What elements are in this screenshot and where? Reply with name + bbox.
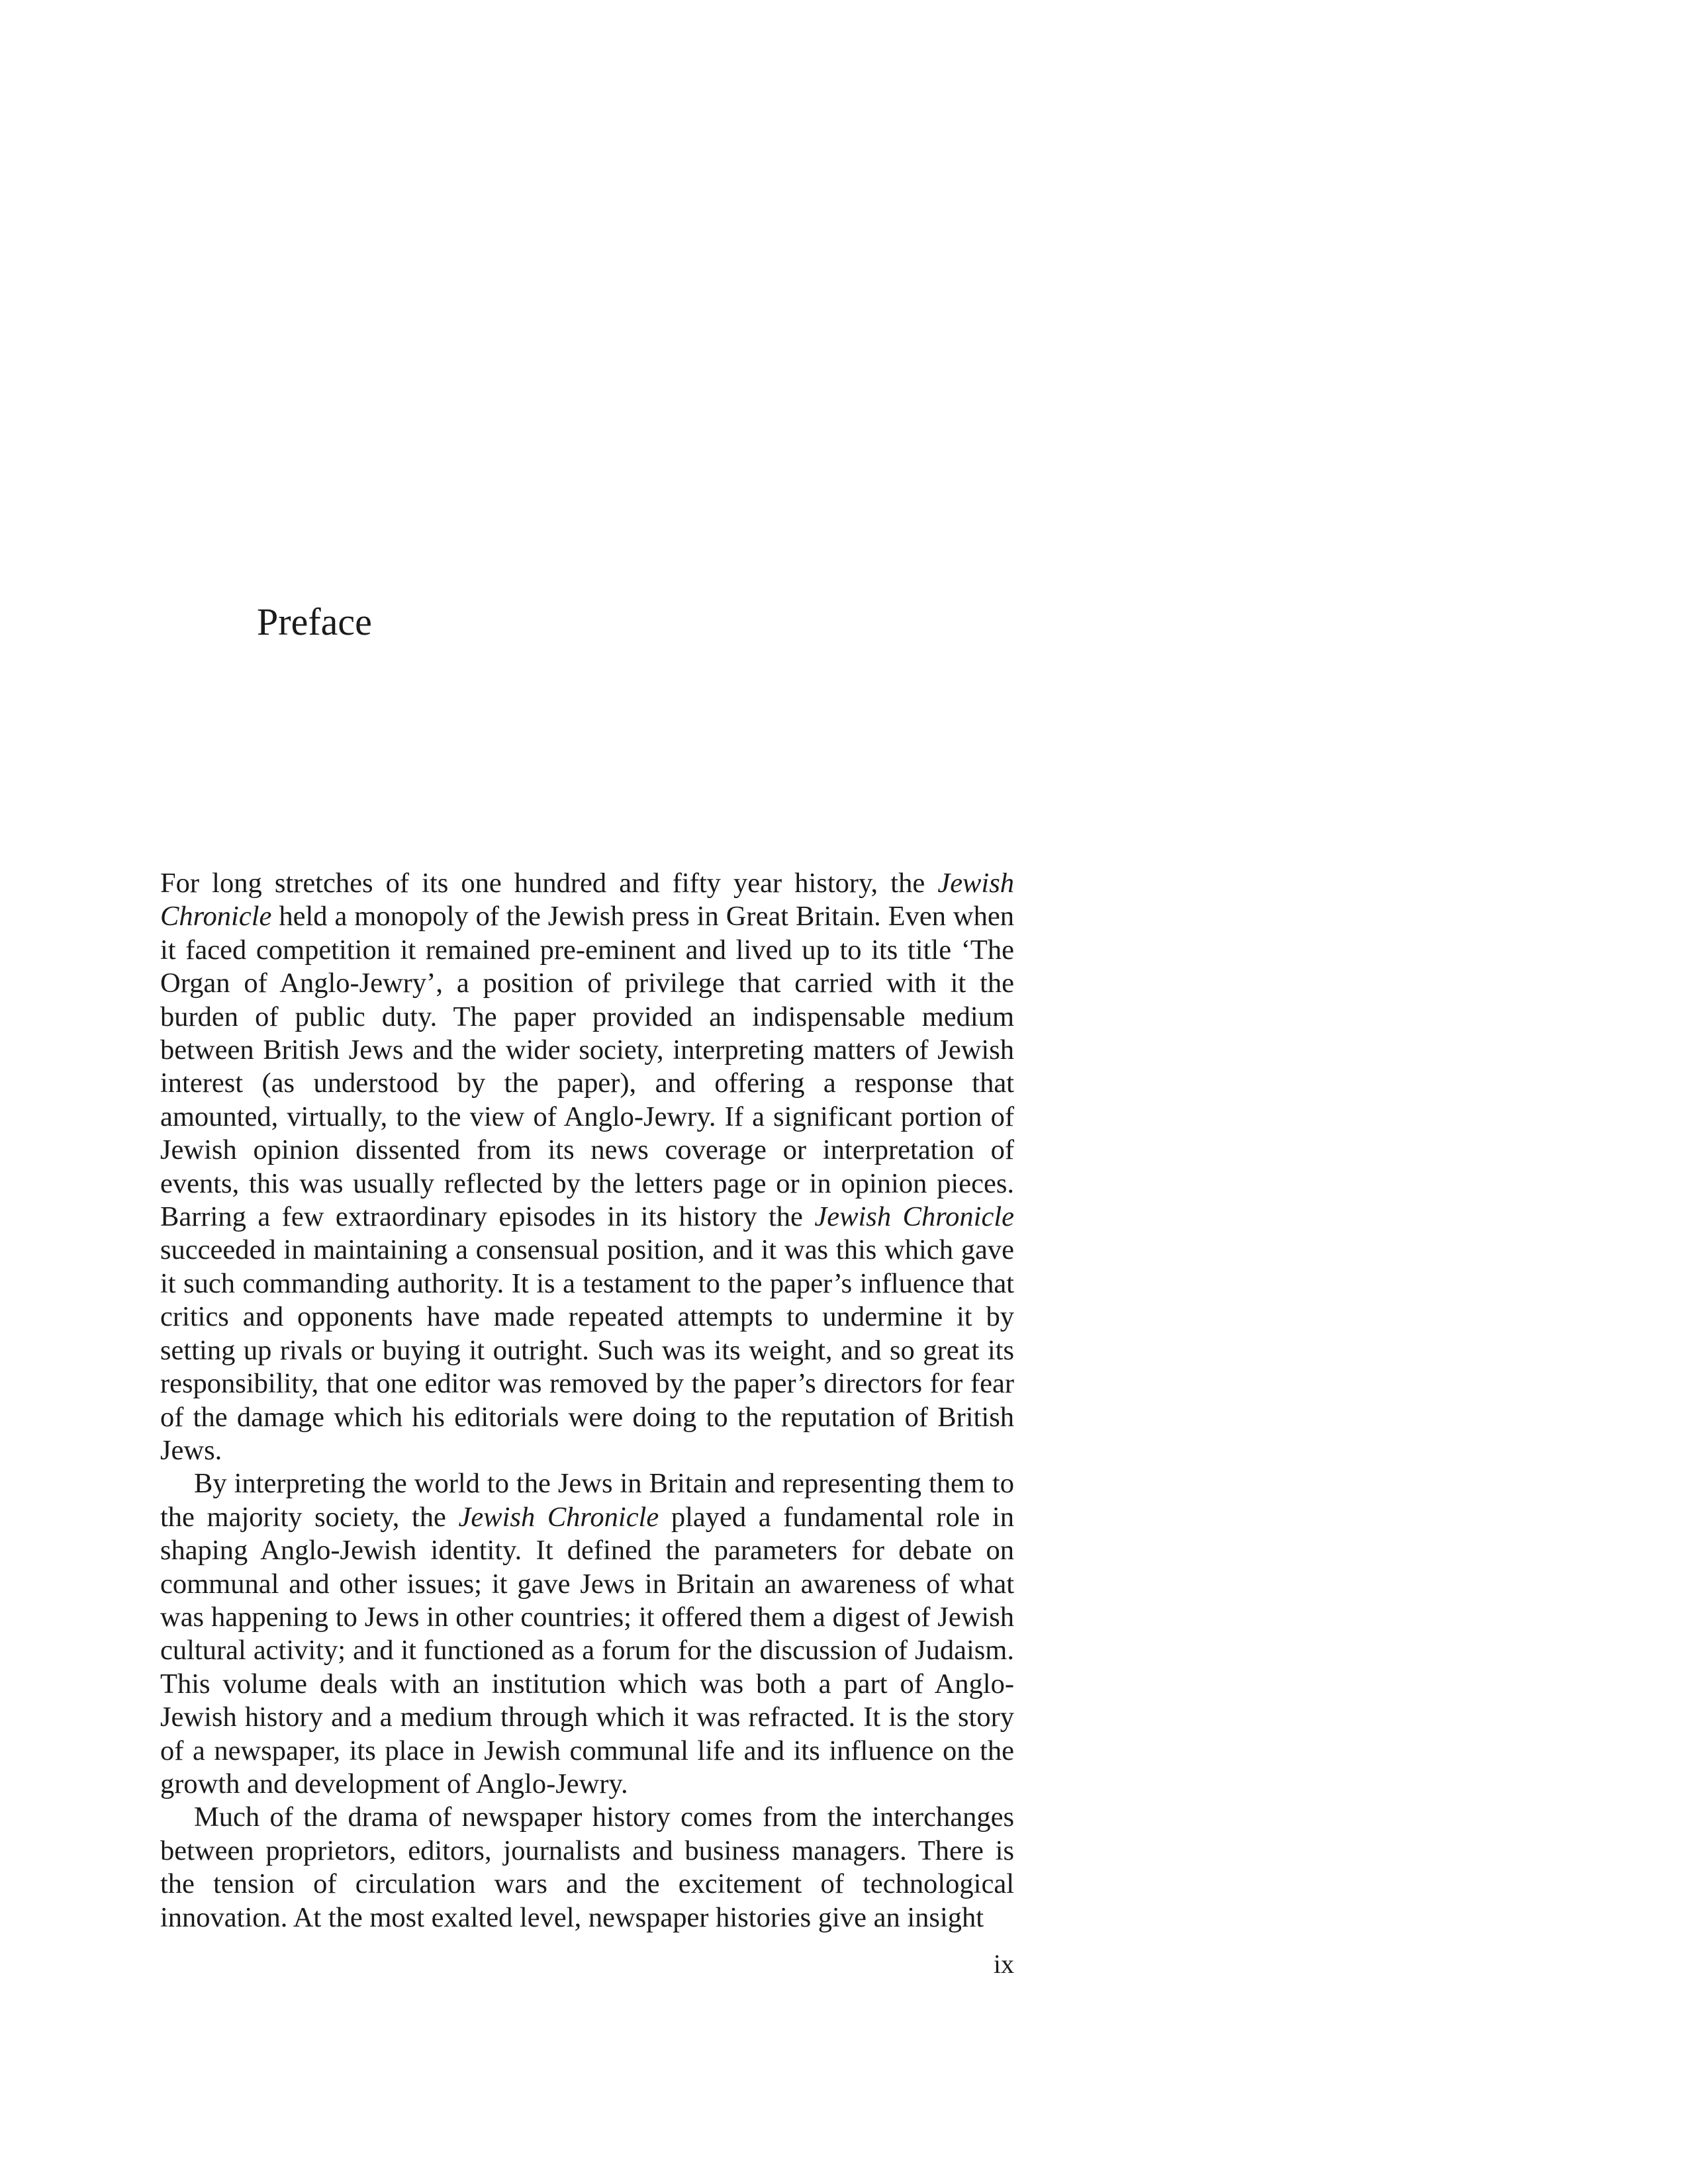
page-number: ix bbox=[993, 1949, 1014, 1979]
page-title: Preface bbox=[257, 600, 372, 643]
paragraph bbox=[160, 1801, 1014, 1934]
text-run: succeeded in maintaining a consensual position, and it was this which gave it such commanding authority. It is a testament to the paper’s influence that critics and opponents have made repeated attempts to undermine it by setting up rivals or buying it outright. Such was its weight, and so great its responsibility, that one editor was removed by the paper’s directors for fear of the damage which his editorials were doing to the reputation of British Jews. bbox=[160, 1234, 1014, 1466]
text-run: By interpreting the world to the Jews in Britain and representing them to the majority society, the bbox=[160, 1468, 1014, 1533]
publication-title: Jewish Chronicle bbox=[160, 868, 1014, 933]
paragraph bbox=[160, 867, 1014, 1467]
text-run: Much of the drama of newspaper history comes from the interchanges between proprietors, editors, journalists and business managers. There is the tension of circulation wars and the excitement of technological innovation. At the most exalted level, newspaper histories give an insight bbox=[160, 1801, 1014, 1933]
text-run: For long stretches of its one hundred and fifty year history, the bbox=[160, 868, 938, 899]
preface-body bbox=[160, 867, 1014, 1934]
text-run: played a fundamental role in shaping Anglo-Jewish identity. It defined the parameters for debate on communal and other issues; it gave Jews in Britain an awareness of what was happening to Jews in other countries; it offered them a digest of Jewish cultural activity; and it functioned as a forum for the discussion of Judaism. This volume deals with an institution which was both a part of Anglo-Jewish history and a medium through which it was refracted. It is the story of a newspaper, its place in Jewish communal life and its influence on the growth and development of Anglo-Jewry. bbox=[160, 1501, 1014, 1799]
publication-title: Jewish Chronicle bbox=[814, 1201, 1015, 1233]
text-run: held a monopoly of the Jewish press in Great Britain. Even when it faced competition it remained pre-eminent and lived up to its title ‘The Organ of Anglo-Jewry’, a position of privilege that carried with it the burden of public duty. The paper provided an indispensable medium between British Jews and the wider society, interpreting matters of Jewish interest (as understood by the paper), and offering a response that amounted, virtually, to the view of Anglo-Jewry. If a significant portion of Jewish opinion dissented from its news coverage or interpretation of events, this was usually reflected by the letters page or in opinion pieces. Barring a few extraordinary episodes in its history the bbox=[160, 901, 1014, 1233]
publication-title: Jewish Chronicle bbox=[458, 1501, 659, 1533]
paragraph bbox=[160, 1467, 1014, 1801]
